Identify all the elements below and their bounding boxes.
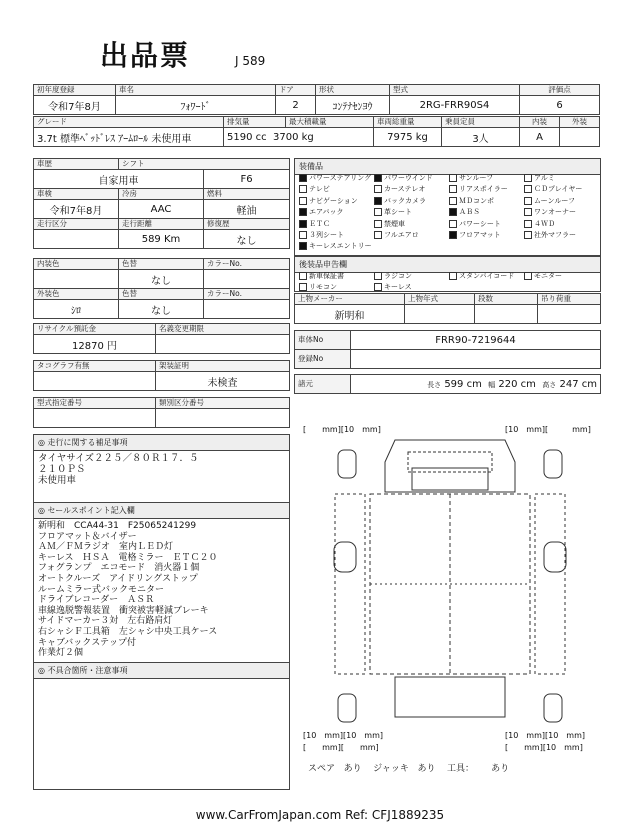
- label-gross: 車両総重量: [374, 117, 442, 128]
- label-displacement: 排気量: [224, 117, 286, 128]
- unit-cc: cc: [255, 131, 267, 143]
- equipment-label: アルミ: [534, 174, 555, 182]
- tread-front-left: [ mm][10 mm]: [303, 425, 381, 434]
- checkbox-icon: [299, 242, 307, 250]
- inspection: 令和7年8月: [34, 200, 119, 219]
- label-shift: シフト: [119, 159, 290, 170]
- tacho-table: [33, 360, 290, 391]
- gross-weight: 7975: [387, 131, 413, 143]
- sales-points-box: [33, 502, 290, 664]
- label-history: 車歴: [34, 159, 119, 170]
- equipment-title: 装備品: [295, 159, 600, 175]
- first-reg: 令和7年8月: [34, 96, 116, 115]
- equipment-label: フロアマット: [459, 231, 501, 239]
- label-steps: 段数: [475, 294, 538, 305]
- label-payload: 最大積載量: [286, 117, 374, 128]
- label-height: 高さ: [542, 380, 557, 389]
- checkbox-icon: [299, 185, 307, 193]
- footer-ref: www.CarFromJapan.com Ref: CFJ1889235: [195, 808, 445, 822]
- equipment-label: キーレスエントリー: [309, 242, 372, 251]
- equipment-label: サンルーフ: [459, 174, 494, 182]
- checkbox-icon: [449, 220, 457, 228]
- equipment-label: ４ＷＤ: [534, 219, 555, 228]
- sales-points: 新明和 CCA44-31 F25065241299 フロアマット＆バイザー ＡＭ／ＦＭラジオ 室内ＬＥＤ灯 キーレス ＨＳＡ 電格ミラー ＥＴＣ２０ フォグランプ エコモード 消火器１個 オートクルーズ アイドリングストップ ルームミラー式バックモニター ドライブレコーダー ＡＳＲ 車線逸脱警報装置 衝突被害軽減ブレーキ サイドマーカー３対 左右路肩灯 右シャシＦ工具箱 左シャシ中央工具ケース キャブバックステップ付 作業灯２個: [38, 521, 218, 659]
- body-maker-table: [294, 293, 601, 324]
- ext-color: ｼﾛ: [34, 300, 119, 319]
- defects-box: [33, 662, 290, 790]
- circle-icon-3: ◎: [38, 666, 45, 675]
- unit-cm-1: cm: [466, 378, 482, 390]
- equipment-label: ３列シート: [309, 231, 344, 239]
- recycle-table: [33, 323, 290, 354]
- tread-rear-right: [10 mm][10 mm]: [505, 731, 586, 740]
- side-left: [335, 494, 365, 674]
- checkbox-icon: [299, 208, 307, 216]
- wheel-mid-left: [334, 542, 356, 572]
- label-body: 形状: [316, 85, 390, 96]
- body-maker: 新明和: [295, 305, 405, 324]
- equipment-item: [449, 207, 480, 217]
- body-cert: 未検査: [156, 372, 290, 391]
- equipment-label: ワンオーナー: [534, 208, 576, 217]
- windshield: [408, 452, 492, 472]
- checkbox-icon: [449, 231, 457, 239]
- equipment-item: [374, 219, 405, 229]
- equipment-item: [299, 241, 372, 251]
- equipment-item: [374, 184, 425, 194]
- equipment-label: パワーシート: [459, 219, 501, 228]
- rear-equipment-item: [374, 271, 412, 281]
- checkbox-icon: [374, 272, 382, 280]
- equipment-item: [374, 196, 426, 206]
- equipment-label: 革シート: [384, 208, 412, 217]
- exterior-grade: [560, 128, 600, 147]
- checkbox-icon: [524, 208, 532, 216]
- rear-equipment-label: スタンバイコード: [459, 272, 515, 280]
- equipment-item: [374, 173, 433, 183]
- tread-rear-right-2: [ mm][10 mm]: [505, 743, 583, 752]
- equipment-item: [524, 219, 555, 229]
- checkbox-icon: [299, 220, 307, 228]
- equipment-item: [524, 184, 582, 194]
- checkbox-icon: [299, 272, 307, 280]
- label-maker: 上物メーカー: [295, 294, 405, 305]
- mileage-class: [34, 230, 119, 249]
- label-cert: 架装証明: [156, 361, 290, 372]
- grade: 3.7t 標準ﾍﾞｯﾄﾞﾚｽ ｱｰﾑﾛｰﾙ 未使用車: [34, 128, 224, 147]
- label-repair: 修復歴: [204, 219, 290, 230]
- capacity: 3人: [442, 128, 520, 147]
- car-name: ﾌｫﾜｰﾄﾞ: [116, 96, 276, 115]
- label-jack: ジャッキ: [373, 764, 409, 774]
- wheel-front-right: [544, 450, 562, 478]
- equipment-item: [449, 219, 501, 229]
- label-interior: 内装: [520, 117, 560, 128]
- label-spare: スペア: [308, 764, 336, 774]
- checkbox-icon: [449, 174, 457, 182]
- rear-equipment-label: キーレス: [384, 283, 412, 292]
- payload: 3700: [273, 131, 299, 143]
- checkbox-icon: [449, 197, 457, 205]
- label-exterior: 外装: [560, 117, 600, 128]
- label-dims: 諸元: [295, 375, 351, 394]
- fuel: 軽油: [204, 200, 290, 219]
- width: 220: [498, 378, 518, 390]
- checkbox-icon: [374, 220, 382, 228]
- equipment-box: [294, 158, 601, 256]
- label-tacho: タコグラフ有無: [34, 361, 156, 372]
- unit-cm-3: cm: [581, 378, 597, 390]
- equipment-label: フルエアロ: [384, 231, 419, 239]
- rear-title: 後装品申告欄: [295, 257, 600, 273]
- int-color: [34, 270, 119, 289]
- vehicle-diagram: [300, 432, 600, 732]
- mileage: 589: [141, 233, 161, 245]
- equipment-item: [449, 184, 508, 194]
- color-table: [33, 258, 290, 319]
- dims-table: [294, 374, 601, 394]
- rear-box: [294, 256, 601, 292]
- door-count: 2: [276, 96, 316, 115]
- recycle-fee: 12870 円: [34, 335, 156, 354]
- rear-equipment-item: [449, 271, 514, 281]
- label-first-reg: 初年度登録: [34, 85, 116, 96]
- equipment-item: [299, 219, 330, 229]
- tread-rear-left-2: [ mm][ mm]: [303, 743, 379, 752]
- history: 自家用車: [34, 170, 204, 189]
- checkbox-icon: [524, 272, 532, 280]
- height: 247: [559, 378, 579, 390]
- repair-history: なし: [204, 230, 290, 249]
- checkbox-icon: [299, 283, 307, 291]
- label-ext-change: 色替: [119, 289, 204, 300]
- label-ext-color-no: カラーNo.: [204, 289, 290, 300]
- sales-points-title: セールスポイント記入欄: [47, 506, 135, 515]
- equipment-label: ナビゲーション: [309, 196, 358, 205]
- label-int-change: 色替: [119, 259, 204, 270]
- equipment-label: ＥＴＣ: [309, 219, 330, 228]
- label-type-no: 型式指定番号: [34, 398, 156, 409]
- chassis-table: [294, 330, 601, 369]
- equipment-item: [299, 207, 343, 217]
- equipment-label: テレビ: [309, 185, 330, 194]
- label-grade: グレード: [34, 117, 224, 128]
- checkbox-icon: [524, 197, 532, 205]
- equipment-item: [449, 230, 501, 240]
- equipment-item: [449, 173, 493, 183]
- grade-table: [33, 116, 600, 147]
- chassis-no: FRR90-7219644: [351, 331, 601, 350]
- label-capacity: 乗員定員: [442, 117, 520, 128]
- shift: F6: [204, 170, 290, 189]
- circle-icon-2: ◎: [38, 506, 45, 515]
- load: [538, 305, 601, 324]
- tread-rear-left: [10 mm][10 mm]: [303, 731, 384, 740]
- side-right: [535, 494, 565, 674]
- equipment-label: リアスポイラー: [459, 185, 508, 194]
- interior-grade: A: [520, 128, 560, 147]
- rear-equipment-label: ラジコン: [384, 272, 412, 280]
- checkbox-icon: [524, 174, 532, 182]
- air-conditioner: AAC: [119, 200, 204, 219]
- type-no: [34, 409, 156, 428]
- spare-row: [308, 761, 509, 774]
- history-table: [33, 158, 290, 249]
- label-reg-no: 登録No: [295, 350, 351, 369]
- name-change-deadline: [156, 335, 290, 354]
- label-class-no: 類別区分番号: [156, 398, 290, 409]
- tools: あり: [491, 764, 510, 774]
- equipment-label: バックカメラ: [384, 196, 426, 205]
- wheel-rear-right: [544, 694, 562, 722]
- ext-color-no: [204, 300, 290, 319]
- unit-km: Km: [163, 233, 181, 245]
- rear-panel: [395, 677, 505, 717]
- driving-notes: タイヤサイズ２２５／８０Ｒ１７．５ ２１０ＰＳ 未使用車: [38, 453, 199, 487]
- displacement: 5190: [227, 131, 253, 143]
- equipment-item: [299, 230, 344, 240]
- label-door: ドア: [276, 85, 316, 96]
- equipment-item: [299, 173, 371, 183]
- equipment-item: [374, 207, 412, 217]
- label-body-year: 上物年式: [405, 294, 475, 305]
- steps: [475, 305, 538, 324]
- cab-roof: [412, 468, 488, 490]
- label-fuel: 燃料: [204, 189, 290, 200]
- wheel-rear-left: [338, 694, 356, 722]
- lot-number: J 589: [235, 54, 266, 68]
- sheet-title: 出品票: [100, 39, 191, 72]
- model-code: 2RG-FRR90S4: [390, 96, 520, 115]
- body-type: ｺﾝﾃﾅｾﾝﾖｳ: [316, 96, 390, 115]
- equipment-label: 禁煙車: [384, 219, 405, 228]
- equipment-item: [524, 207, 576, 217]
- rear-equipment-label: リモコン: [309, 283, 337, 292]
- equipment-label: ＣＤプレイヤー: [534, 185, 583, 194]
- label-chassis: 車体No: [295, 331, 351, 350]
- rear-equipment-item: [524, 271, 562, 281]
- circle-icon: ◎: [38, 438, 45, 447]
- checkbox-icon: [374, 231, 382, 239]
- equipment-label: パワーウインド: [384, 174, 433, 182]
- equipment-label: エアバック: [309, 208, 344, 217]
- checkbox-icon: [374, 283, 382, 291]
- int-color-no: [204, 270, 290, 289]
- equipment-label: ＡＢＳ: [459, 208, 480, 217]
- wheel-mid-right: [544, 542, 566, 572]
- checkbox-icon: [374, 174, 382, 182]
- tacho: [34, 372, 156, 391]
- equipment-item: [374, 230, 419, 240]
- checkbox-icon: [449, 208, 457, 216]
- spare: あり: [343, 764, 362, 774]
- reg-no: [351, 350, 601, 369]
- checkbox-icon: [524, 220, 532, 228]
- equipment-item: [299, 196, 358, 206]
- equipment-label: ムーンルーフ: [534, 196, 575, 205]
- checkbox-icon: [524, 231, 532, 239]
- equipment-label: ＭＤコンポ: [459, 196, 494, 205]
- equipment-item: [449, 196, 494, 206]
- rear-equipment-label: モニター: [534, 272, 562, 280]
- rear-equipment-item: [299, 271, 344, 281]
- unit-kg: kg: [301, 131, 314, 143]
- driving-notes-box: [33, 434, 290, 508]
- label-name-change: 名義変更期限: [156, 324, 290, 335]
- label-model: 型式: [390, 85, 520, 96]
- defects-title: 不具合箇所・注意事項: [47, 666, 128, 675]
- ext-change: なし: [119, 300, 204, 319]
- equipment-label: パワーステアリング: [309, 174, 372, 182]
- score: 6: [520, 96, 600, 115]
- class-no: [156, 409, 290, 428]
- rear-equipment-label: 新車保証書: [309, 272, 344, 280]
- label-ac: 冷房: [119, 189, 204, 200]
- equipment-item: [524, 173, 555, 183]
- checkbox-icon: [374, 185, 382, 193]
- label-mileage-class: 走行区分: [34, 219, 119, 230]
- equipment-label: カーステレオ: [384, 185, 426, 194]
- vehicle-table: [33, 84, 600, 115]
- equipment-label: 社外マフラー: [534, 231, 576, 239]
- wheel-front-left: [338, 450, 356, 478]
- checkbox-icon: [449, 272, 457, 280]
- tread-front-right: [10 mm][ mm]: [505, 425, 591, 434]
- cab-outline: [385, 440, 515, 492]
- equipment-item: [524, 230, 576, 240]
- equipment-item: [524, 196, 575, 206]
- body-year: [405, 305, 475, 324]
- unit-cm-2: cm: [520, 378, 536, 390]
- rear-equipment-item: [374, 282, 412, 292]
- rear-equipment-item: [299, 282, 337, 292]
- checkbox-icon: [299, 174, 307, 182]
- checkbox-icon: [299, 231, 307, 239]
- label-int-color-no: カラーNo.: [204, 259, 290, 270]
- jack: あり: [417, 764, 436, 774]
- equipment-item: [299, 184, 330, 194]
- label-width: 幅: [488, 380, 496, 389]
- length: 599: [444, 378, 464, 390]
- label-recycle: リサイクル預託金: [34, 324, 156, 335]
- int-change: なし: [119, 270, 204, 289]
- checkbox-icon: [374, 208, 382, 216]
- label-name: 車名: [116, 85, 276, 96]
- checkbox-icon: [449, 185, 457, 193]
- label-score: 評価点: [520, 85, 600, 96]
- label-inspection: 車検: [34, 189, 119, 200]
- label-tools: 工具：: [446, 764, 474, 774]
- checkbox-icon: [524, 185, 532, 193]
- typeno-table: [33, 397, 290, 428]
- checkbox-icon: [299, 197, 307, 205]
- label-load: 吊り荷重: [538, 294, 601, 305]
- driving-notes-title: 走行に関する補足事項: [47, 438, 128, 447]
- checkbox-icon: [374, 197, 382, 205]
- label-int-color: 内装色: [34, 259, 119, 270]
- unit-kg-2: kg: [415, 131, 428, 143]
- label-length: 長さ: [427, 380, 442, 389]
- label-ext-color: 外装色: [34, 289, 119, 300]
- label-mileage: 走行距離: [119, 219, 204, 230]
